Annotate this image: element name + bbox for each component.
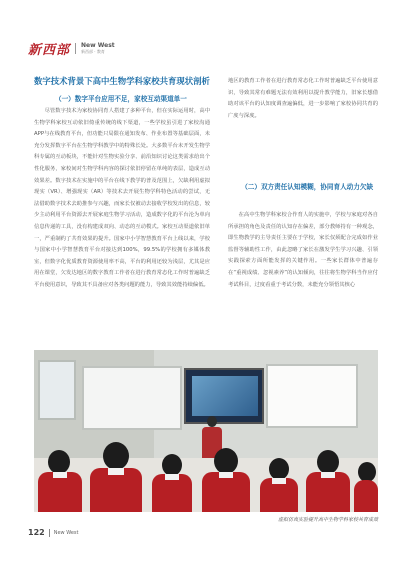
photo-student [306,450,350,512]
section-1-paragraph-continued: 地区的教育工作者在进行教育常态化工作时普遍缺乏平台使用意识，导致其常有难题无法有效利用以提升教学能力，旧家长想借助对该平台的认知度调查遍偏低，进一步影响了家校协同共育的广度与深度。 [228,78,378,119]
page-number: 122 [28,528,45,537]
magazine-logo: 新西部 [28,42,71,58]
photo-whiteboard-right [266,364,358,428]
masthead-divider [75,43,76,54]
photo-whiteboard-left [82,366,182,430]
magazine-subtitle: 新西部 · 教育 [81,49,105,54]
photo-caption: 虚拟仿真实验提升高中生物学科家校共育成效 [277,517,378,523]
photo-screen-content [192,376,258,416]
footer-magazine-name: New West [53,529,79,536]
photo-student [38,450,82,512]
masthead-text [81,42,115,54]
section-1-paragraph: 尽管数字技术为家校协同育人搭建了多种平台，但在实际运用时，高中生物学科家校互动依旧倚重传统的线下渠道，一些学校虽引进了家校沟通APP与在线教育平台，但功能只局限在通知发布、作业布置等基础层面，未充分发挥数字平台在生物学科教学中的特殊长处。大多数平台未开发生物学科专属的互动板块，不能针对生物实验分享、前沿知识讨论这类需求给出个性化服务，家校间对生物学科内容的探讨依旧停留在单纯的表层，造成互动效果差。数字技术在实施中的平台在线下教学的普及范围上，欠缺利用虚拟现实（VR）、增强现实（AR）等技术去开展生物学科特色活动的尝试，无法借助数字技术去助推参与兴趣，而家长仅被动去接收学校发出的信息，较少主动利用平台资源去开展家庭生物学习活动，造成数字化的平台沦为单向信息传递的工具，没有构建成双向、动态的互动模式。家校互动渠道依旧单一，严重制约了共育效果的提升。国家中小学智慧教育平台上线以来，学校与国家中小学智慧教育平台对接达到100%，99.5%的学校拥有多媒体教室，但数字化优质教育资源使用率不高，平台的利用还较为浅层，尤其是应用在课堂，欠发达地区的数字教育工作者在进行教育常态化工作时普遍缺乏平台使用意识，导致其不具备应对各类问题的能力，导致其效能持续偏低。 [34,108,210,288]
photo-student [152,454,192,512]
photo-window [38,360,76,420]
teacher-head [207,416,217,427]
photo-smart-screen [184,368,264,424]
section-2-heading: （二）双方责任认知模糊，协同育人动力欠缺 [241,183,374,191]
magazine-name-en: New West [81,42,115,49]
photo-student [260,458,298,512]
photo-student [354,462,378,512]
section-1-heading: （一）数字平台应用不足，家校互动渠道单一 [55,95,187,103]
photo-student [90,442,142,512]
masthead [28,40,115,56]
page-footer [28,528,79,537]
footer-divider [49,529,50,537]
article-headline: 数字技术背景下高中生物学科家校共育现状剖析 [34,76,210,86]
classroom-photo [34,350,378,512]
photo-student [202,448,250,512]
section-2-paragraph: 在高中生物学科家校合作育人的实施中，学校与家庭对各自所承担的角色及责任的认知存在偏差，部分教师持有一种观念，即生物教学的主导责任主要在于学校，家长仅须配合完成如作业监督等辅助性工作，由此忽略了家长在激发学生学习兴趣、引领实践探索方面所能发挥的关键作用。一些家长群体中普遍存在“重视成绩、忽视素养”的认知倾向，往往将生物学科当作应付考试科目，过度看重于考试分数，未能充分领悟其核心 [228,212,378,288]
